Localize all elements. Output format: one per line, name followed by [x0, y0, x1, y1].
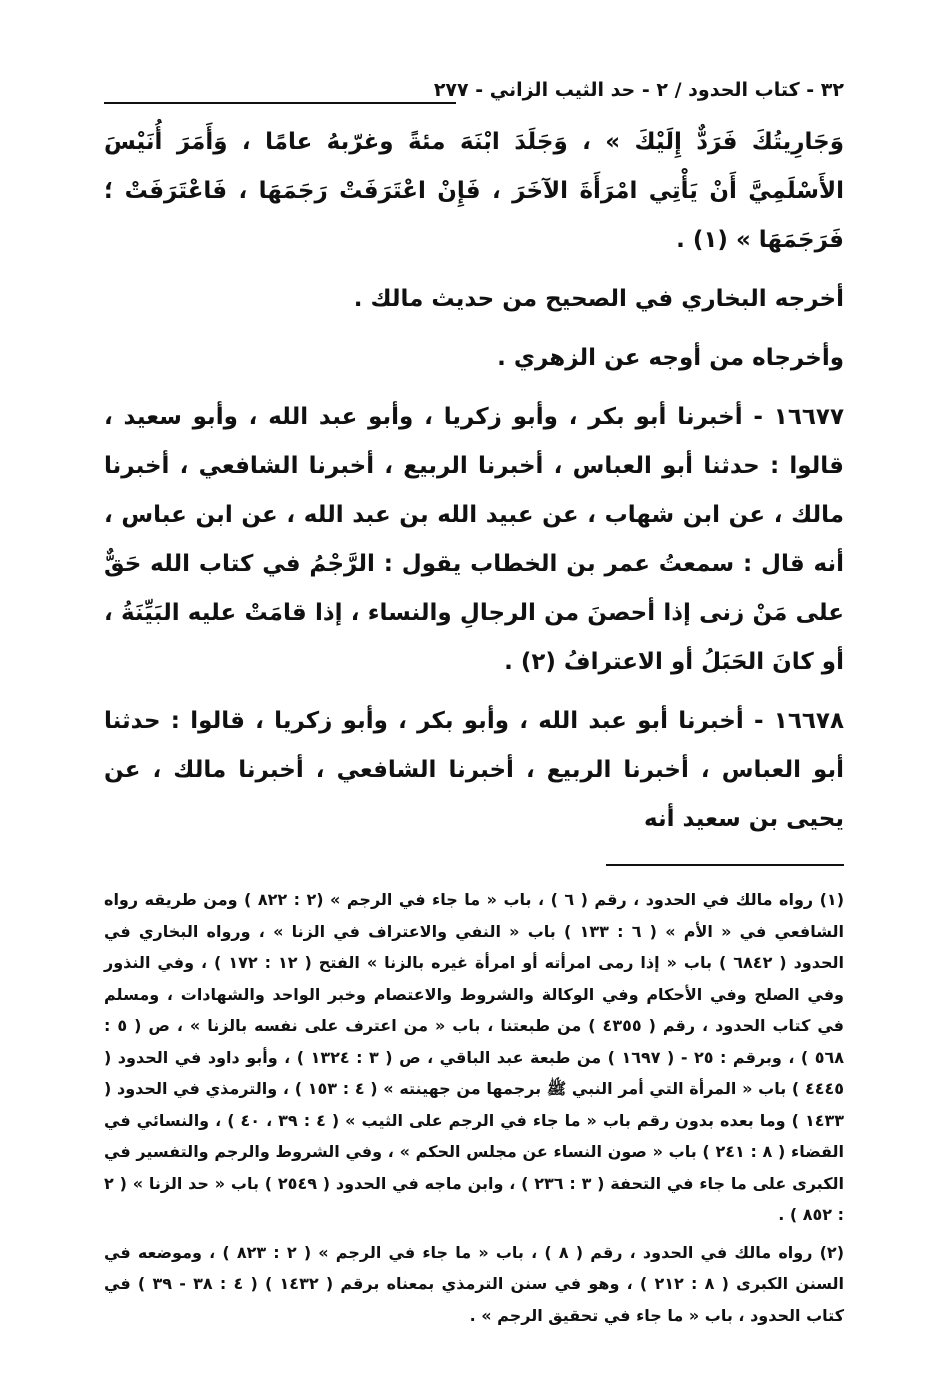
footnote-1: (١) رواه مالك في الحدود ، رقم ( ٦ ) ، باب « ما جاء في الرجم » (٢ : ٨٢٢ ) ومن طريقه رواه الشافعي في « الأم » ( ٦ : ١٣٣ ) باب « النفي والاعتراف في الزنا » ، ورواه البخاري في الحدود ( ٦٨٤٢ ) باب « إذا رمى امرأته أو امرأة غيره بالزنا » الفتح ( ١٢ : ١٧٢ ) ، وفي النذور وفي الصلح وفي الأحكام وفي الوكالة والشروط والاعتصام وخبر الواحد والشهادات ، ومسلم في كتاب الحدود ، رقم ( ٤٣٥٥ ) من طبعتنا ، باب « من اعترف على نفسه بالزنا » ، ص ( ٥ : ٥٦٨ ) ، وبرقم : ٢٥ - ( ١٦٩٧ ) من طبعة عبد الباقي ، ص ( ٣ : ١٣٢٤ ) ، وأبو داود في الحدود ( ٤٤٤٥ ) باب « المرأة التي أمر النبي ﷺ برجمها من جهينته » ( ٤ : ١٥٣ ) ، والترمذي في الحدود ( ١٤٣٣ ) وما بعده بدون رقم باب « ما جاء في الرجم على الثيب » ( ٤ : ٣٩ ، ٤٠ ) ، والنسائي في القضاء ( ٨ : ٢٤١ ) باب « صون النساء عن مجلس الحكم » ، وفي الشروط والرجم والتفسير في الكبرى على ما جاء في التحفة ( ٣ : ٢٣٦ ) ، وابن ماجه في الحدود ( ٢٥٤٩ ) باب « حد الزنا » ( ٢ : ٨٥٢ ) .: [104, 890, 845, 1224]
footnotes: [104, 884, 844, 1331]
paragraph-bukhari-note: أخرجه البخاري في الصحيح من حديث مالك .: [353, 286, 844, 312]
footnote-rule: [606, 864, 844, 866]
book-page: [104, 76, 844, 1331]
running-header: [104, 76, 844, 112]
running-title: ٣٢ - كتاب الحدود / ٢ - حد الثيب الزاني - ٢٧٧: [433, 79, 844, 101]
main-text: [104, 118, 844, 844]
header-rule: [104, 102, 456, 104]
paragraph-hadith-16677: ١٦٦٧٧ - أخبرنا أبو بكر ، وأبو زكريا ، وأبو عبد الله ، وأبو سعيد ، قالوا : حدثنا أبو العباس ، أخبرنا الربيع ، أخبرنا الشافعي ، أخبرنا مالك ، عن ابن شهاب ، عن عبيد الله بن عبد الله ، عن ابن عباس ، أنه قال : سمعتُ عمر بن الخطاب يقول : الرَّجْمُ في كتاب الله حَقٌّ على مَنْ زنى إذا أحصنَ من الرجالِ والنساء ، إذا قامَتْ عليه البَيِّنَةُ ، أو كانَ الحَبَلُ أو الاعترافُ (٢) .: [104, 404, 844, 675]
footnote-2: (٢) رواه مالك في الحدود ، رقم ( ٨ ) ، باب « ما جاء في الرجم » ( ٢ : ٨٢٣ ) ، وموضعه في السنن الكبرى ( ٨ : ٢١٢ ) ، وهو في سنن الترمذي بمعناه برقم ( ١٤٣٢ ) ( ٤ : ٣٨ - ٣٩ ) في كتاب الحدود ، باب « ما جاء في تحقيق الرجم » .: [104, 1242, 845, 1325]
paragraph-hadith-16678: ١٦٦٧٨ - أخبرنا أبو عبد الله ، وأبو بكر ، وأبو زكريا ، قالوا : حدثنا أبو العباس ، أخبرنا الربيع ، أخبرنا الشافعي ، أخبرنا مالك ، عن يحيى بن سعيد أنه: [104, 708, 844, 832]
paragraph-hadith-continuation: وَجَارِيتُكَ فَرَدٌّ إِلَيْكَ » ، وَجَلَدَ ابْنَهَ مئةً وغرّبهُ عامًا ، وَأَمَرَ أُنَيْسَ الأَسْلَمِيَّ أَنْ يَأْتِي امْرَأَةَ الآخَرَ ، فَإِنْ اعْتَرَفَتْ رَجَمَهَا ، فَاعْتَرَفَتْ ؛ فَرَجَمَهَا » (١) .: [104, 129, 844, 253]
paragraph-zuhri-note: وأخرجاه من أوجه عن الزهري .: [497, 345, 844, 371]
